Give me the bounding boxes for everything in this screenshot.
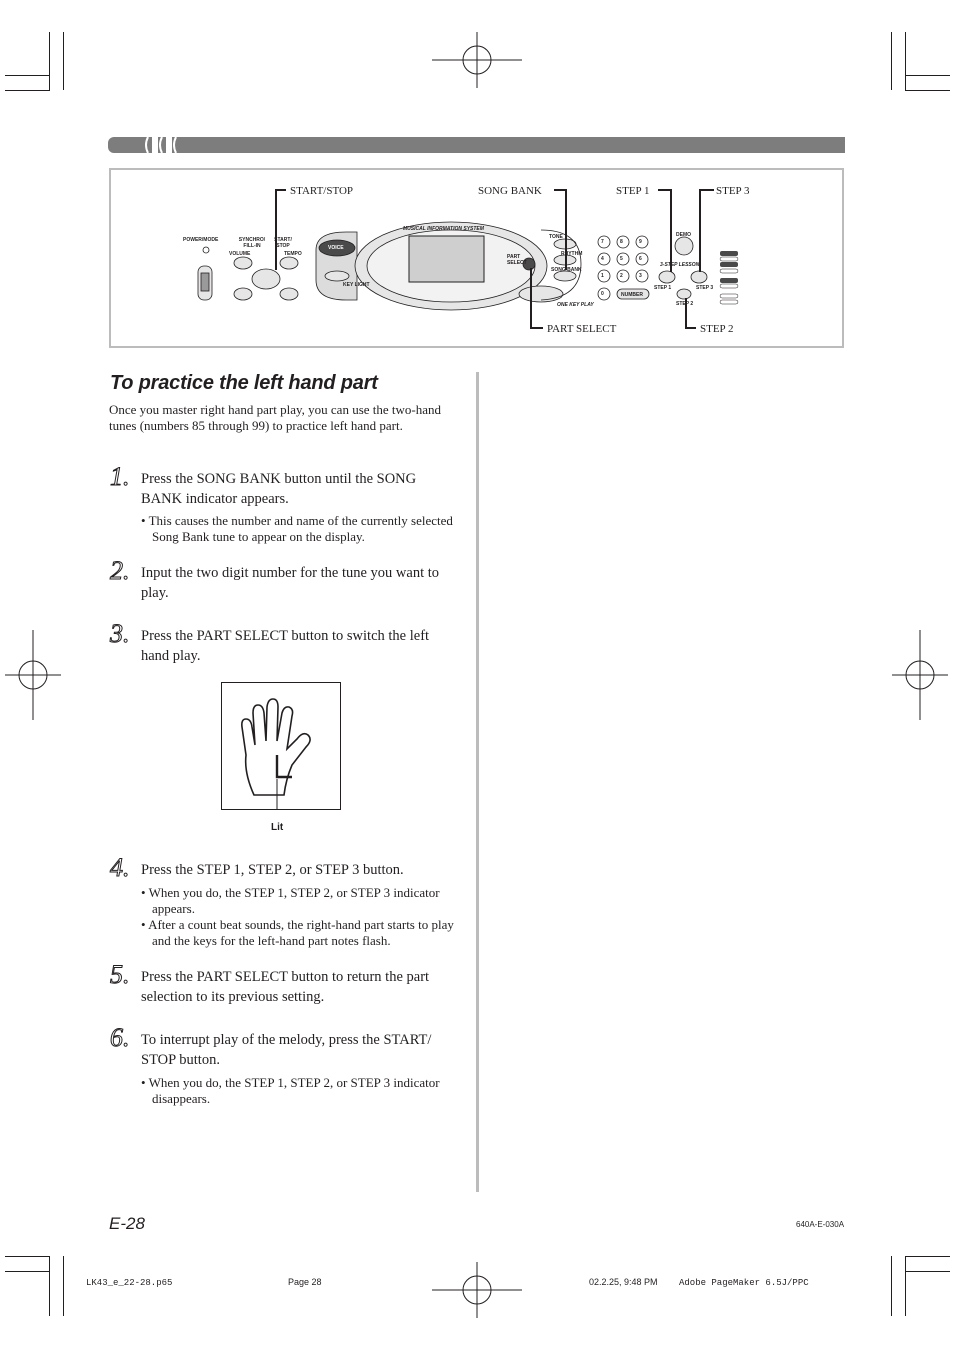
step-6-text: To interrupt play of the melody, press the START/ STOP button.: [141, 1032, 432, 1068]
label-demo: DEMO: [676, 232, 691, 238]
label-voice: VOICE: [328, 245, 344, 251]
step-3-text: Press the PART SELECT button to switch the left hand play.: [141, 628, 430, 664]
step-6-number: 6.: [110, 1023, 130, 1052]
callout-step3: STEP 3: [716, 185, 750, 197]
hand-caption: Lit: [271, 822, 284, 833]
hand-figure: [221, 682, 341, 810]
label-rhythm: RHYTHM: [561, 251, 583, 257]
slug-file: LK43_e_22-28.p65: [86, 1278, 173, 1288]
step-1-number: 1.: [110, 462, 130, 491]
key-3: 3: [639, 273, 642, 279]
header-bar: [108, 136, 845, 154]
label-key-light: KEY LIGHT: [343, 282, 370, 288]
label-tone: TONE: [549, 234, 563, 240]
step-4-number: 4.: [110, 853, 130, 882]
step-4-bullet-1: • When you do, the STEP 1, STEP 2, or STEP 3 indicator appears.: [141, 885, 440, 916]
step-2-number: 2.: [110, 556, 130, 585]
label-step3: STEP 3: [696, 285, 714, 291]
slug-date: 02.2.25, 9:48 PM: [589, 1277, 658, 1287]
step-5-number: 5.: [110, 960, 130, 989]
key-0: 0: [601, 291, 604, 297]
step-5-text: Press the PART SELECT button to return the part selection to its previous setting.: [141, 969, 430, 1005]
step-4-text: Press the STEP 1, STEP 2, or STEP 3 button.: [141, 862, 404, 878]
key-7: 7: [601, 239, 604, 245]
slug-page: Page 28: [288, 1277, 322, 1287]
label-step1: STEP 1: [654, 285, 672, 291]
label-song-bank: SONG BANK: [551, 267, 582, 273]
key-1: 1: [601, 273, 604, 279]
label-part-select: PART SELECT: [507, 254, 527, 266]
step-3-number: 3.: [110, 619, 130, 648]
keyboard-panel-drawing: [111, 170, 846, 350]
document-code: 640A-E-030A: [796, 1220, 845, 1229]
key-9: 9: [639, 239, 642, 245]
key-5: 5: [620, 256, 623, 262]
key-4: 4: [601, 256, 604, 262]
callout-part-select: PART SELECT: [547, 323, 617, 335]
key-2: 2: [620, 273, 623, 279]
step-6-bullet: • When you do, the STEP 1, STEP 2, or STEP 3 indicator disappears.: [141, 1075, 440, 1106]
key-6: 6: [639, 256, 642, 262]
callout-step1: STEP 1: [616, 185, 650, 197]
column-divider: [476, 372, 479, 1192]
hand-icon: [222, 683, 340, 809]
step-2-text: Input the two digit number for the tune you want to play.: [141, 565, 440, 601]
label-start-stop: START/ STOP: [274, 237, 292, 249]
label-power-mode: POWER/MODE: [183, 237, 219, 243]
label-step2: STEP 2: [676, 301, 694, 307]
label-number: NUMBER: [621, 292, 643, 298]
callout-song-bank: SONG BANK: [478, 185, 542, 197]
callout-step2: STEP 2: [700, 323, 734, 335]
step-1-bullet: • This causes the number and name of the currently selected Song Bank tune to appear on the display.: [141, 513, 453, 544]
label-volume: VOLUME: [229, 251, 251, 257]
page-number: E-28: [109, 1214, 145, 1233]
label-mis: MUSICAL INFORMATION SYSTEM: [403, 226, 484, 232]
key-8: 8: [620, 239, 623, 245]
label-one-key-play: ONE KEY PLAY: [557, 302, 594, 308]
section-intro: Once you master right hand part play, you can use the two-hand tunes (numbers 85 through 99) to practice left hand part.: [109, 402, 442, 433]
section-title: To practice the left hand part: [110, 372, 378, 394]
slug-app: Adobe PageMaker 6.5J/PPC: [679, 1278, 809, 1288]
label-3-step-lesson: 3-STEP LESSON: [660, 262, 700, 268]
keyboard-panel-figure: [109, 168, 844, 348]
step-4-bullet-2: • After a count beat sounds, the right-hand part starts to play and the keys for the left-hand part notes flash.: [141, 917, 454, 948]
label-synchro: SYNCHRO/ FILL-IN: [238, 237, 266, 249]
step-1-text: Press the SONG BANK button until the SONG BANK indicator appears.: [141, 471, 417, 507]
label-tempo: TEMPO: [284, 251, 302, 257]
callout-start-stop: START/STOP: [290, 185, 354, 197]
